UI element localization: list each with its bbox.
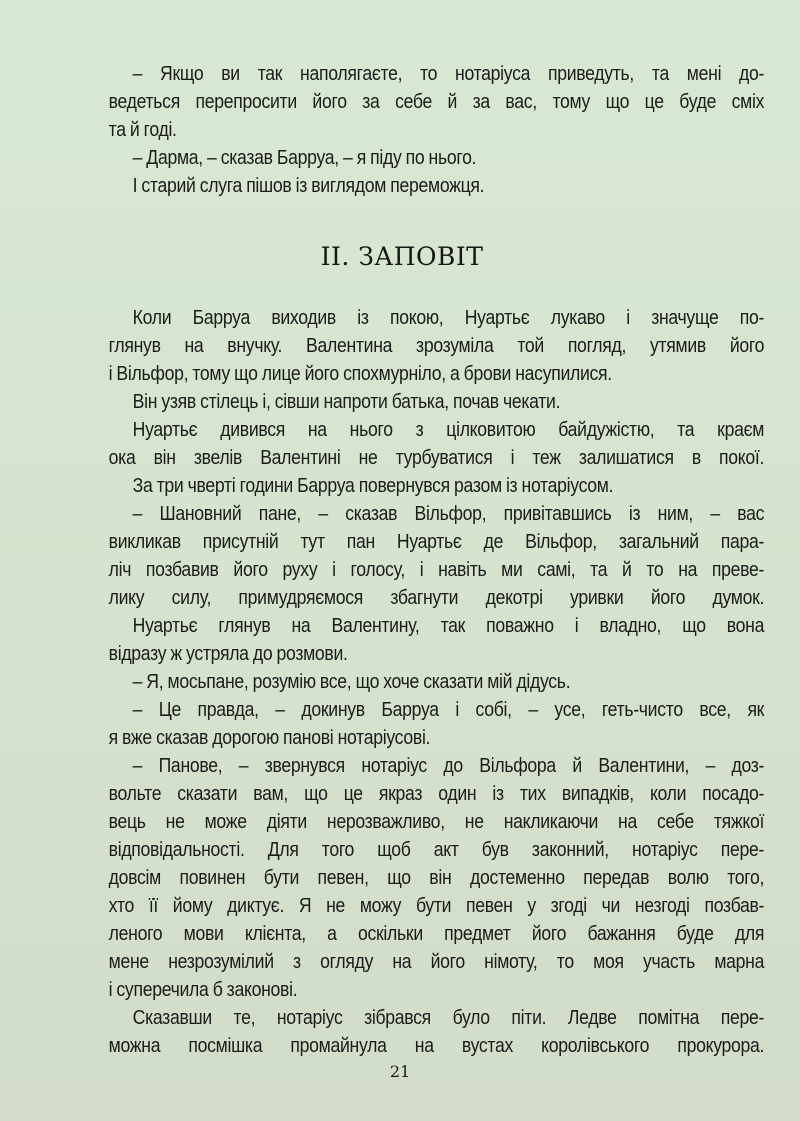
line-text: вець не може діяти нерозважливо, не накликаючи на себе тяжкої: [108, 810, 765, 833]
line-text: Нуартьє дивився на нього з цілковитою байдужістю, та краєм: [132, 418, 765, 441]
paragraph: [64, 1004, 765, 1060]
line-text: лику силу, примудряємося збагнути декотрі уривки його думок.: [108, 586, 765, 609]
text-line: [64, 1004, 765, 1032]
paragraph: [64, 60, 765, 144]
line-text: ліч позбавив його руху і голосу, і навіть ми самі, та й то на преве-: [108, 558, 765, 581]
paragraph: [64, 472, 740, 500]
line-text: І старий слуга пішов із виглядом переможця.: [132, 174, 485, 197]
line-text: – Це правда, – докинув Барруа і собі, – усе, геть-чисто все, як: [132, 698, 765, 721]
text-line: [64, 584, 765, 612]
line-text: – Дарма, – сказав Барруа, – я піду по нього.: [132, 146, 477, 169]
text-before-chapter: [64, 60, 765, 200]
paragraph: [64, 668, 740, 696]
paragraph: [64, 500, 765, 612]
text-line: [64, 612, 765, 640]
line-text: Сказавши те, нотаріус зібрався було піти. Ледве помітна пере-: [132, 1006, 765, 1029]
text-line: [64, 668, 740, 696]
line-text: – Я, мосьпане, розумію все, що хоче сказати мій дідусь.: [132, 670, 571, 693]
paragraph: [64, 752, 765, 1004]
line-text: леного мови клієнта, а оскільки предмет його бажання буде для: [108, 922, 765, 945]
line-text: – Якщо ви так наполягаєте, то нотаріуса приведуть, та мені до-: [132, 62, 765, 85]
text-line: [64, 172, 740, 200]
text-line: [64, 88, 765, 116]
chapter-title: II. ЗАПОВІТ: [320, 242, 484, 271]
text-line: [64, 388, 740, 416]
text-line: [64, 500, 765, 528]
text-line: [64, 472, 740, 500]
paragraph: [64, 172, 740, 200]
line-text: ока він звелів Валентині не турбуватися і теж залишатися в покої.: [108, 446, 765, 469]
text-line: [64, 444, 765, 472]
line-text: Він узяв стілець і, сівши напроти батька, почав чекати.: [132, 390, 561, 413]
text-line: [64, 304, 765, 332]
text-line: [64, 948, 765, 976]
text-line: [64, 416, 765, 444]
page-number: 21: [389, 1062, 411, 1081]
line-text: ведеться перепросити його за себе й за вас, тому що це буде сміх: [108, 90, 765, 113]
line-text: – Панове, – звернувся нотаріус до Вільфора й Валентини, – доз-: [132, 754, 765, 777]
text-line: [64, 920, 765, 948]
paragraph: [64, 388, 740, 416]
line-text: Коли Барруа виходив із покою, Нуартьє лукаво і значуще по-: [132, 306, 765, 329]
text-line: [64, 724, 740, 752]
line-text: мене незрозумілий з огляду на його німоту, то моя участь марна: [108, 950, 765, 973]
text-line: [64, 808, 765, 836]
line-text: хто її йому диктує. Я не можу бути певен у згоді чи незгоді позбав-: [108, 894, 765, 917]
line-text: і Вільфор, тому що лице його спохмурніло, а брови насупилися.: [108, 362, 612, 385]
text-line: [64, 836, 765, 864]
line-text: Нуартьє глянув на Валентину, так поважно і владно, що вона: [132, 614, 765, 637]
line-text: відразу ж устряла до розмови.: [108, 642, 348, 665]
text-line: [64, 144, 740, 172]
text-line: [64, 528, 765, 556]
line-text: можна посмішка промайнула на вустах королівського прокурора.: [108, 1034, 765, 1057]
paragraph: [64, 696, 765, 752]
line-text: викликав присутній тут пан Нуартьє де Вільфор, загальний пара-: [108, 530, 765, 553]
text-line: [64, 60, 765, 88]
line-text: глянув на внучку. Валентина зрозуміла той погляд, утямив його: [108, 334, 765, 357]
paragraph: [64, 144, 740, 172]
text-after-chapter: [64, 304, 765, 1060]
text-line: [64, 892, 765, 920]
text-line: [64, 752, 765, 780]
text-line: [64, 864, 765, 892]
line-text: За три чверті години Барруа повернувся разом із нотаріусом.: [132, 474, 614, 497]
text-line: [64, 360, 740, 388]
paragraph: [64, 612, 765, 668]
line-text: і суперечила б законові.: [108, 978, 298, 1001]
text-line: [64, 696, 765, 724]
book-page: [64, 60, 765, 1060]
text-line: [64, 976, 740, 1004]
text-line: [64, 780, 765, 808]
text-line: [64, 640, 740, 668]
line-text: та й годі.: [108, 118, 177, 141]
text-line: [64, 116, 740, 144]
text-line: [64, 556, 765, 584]
text-line: [64, 1032, 765, 1060]
line-text: відповідальності. Для того щоб акт був законний, нотаріус пере-: [108, 838, 765, 861]
line-text: я вже сказав дорогою панові нотаріусові.: [108, 726, 431, 749]
text-line: [64, 332, 765, 360]
line-text: вольте сказати вам, що це якраз один із тих випадків, коли посадо-: [108, 782, 765, 805]
line-text: довсім повинен бути певен, що він достеменно передав волю того,: [108, 866, 765, 889]
paragraph: [64, 416, 765, 472]
paragraph: [64, 304, 765, 388]
line-text: – Шановний пане, – сказав Вільфор, привітавшись із ним, – вас: [132, 502, 765, 525]
